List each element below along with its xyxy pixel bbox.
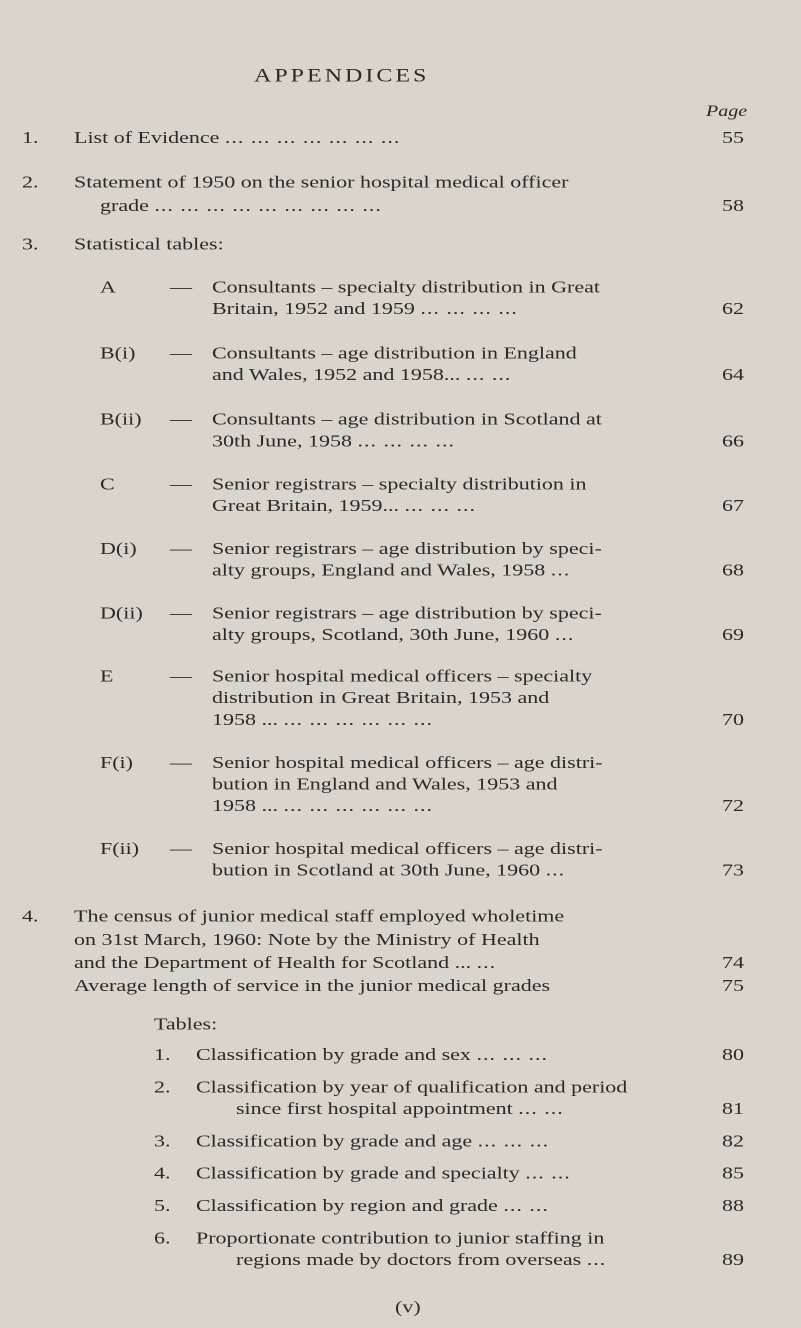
table-bii-code: B(ii) — [100, 409, 142, 429]
table-di-code: D(i) — [100, 538, 137, 558]
item-2-number: 2. — [22, 172, 39, 192]
table-dii-code: D(ii) — [100, 603, 143, 623]
table-a-page: 62 — [722, 298, 744, 318]
table-e-page: 70 — [722, 709, 744, 729]
subtable-line1: Classification by grade and age ... ... ... — [196, 1131, 550, 1151]
table-fi-code: F(i) — [100, 752, 133, 772]
item-3-number: 3. — [22, 233, 39, 254]
item-4-line4: Average length of service in the junior medical grades — [74, 975, 551, 995]
table-c-line2: Great Britain, 1959... ... ... ... — [212, 495, 476, 515]
item-4-page3: 74 — [722, 952, 744, 972]
table-bi-page: 64 — [722, 364, 744, 384]
table-a-line1: Consultants – specialty distribution in Great — [212, 276, 601, 297]
subtable-line2: regions made by doctors from overseas ... — [236, 1249, 607, 1269]
subtable-line2: since first hospital appointment ... ... — [236, 1098, 564, 1118]
table-fii-dash: — — [170, 838, 192, 858]
subtable-line1: Classification by grade and sex ... ... ... — [196, 1044, 548, 1065]
table-bii-line2: 30th June, 1958 ... ... ... ... — [212, 430, 455, 451]
table-e-line1: Senior hospital medical officers – specialty — [212, 666, 593, 686]
table-a-line2: Britain, 1952 and 1959 ... ... ... ... — [212, 298, 518, 318]
item-2-page: 58 — [722, 195, 744, 215]
page-footer: (v) — [395, 1297, 421, 1317]
subtable-line1: Classification by year of qualification and period — [196, 1077, 628, 1097]
table-di-dash: — — [170, 538, 192, 558]
table-dii-line2: alty groups, Scotland, 30th June, 1960 ... — [212, 624, 575, 644]
page-heading: APPENDICES — [254, 66, 430, 87]
subtable-page: 85 — [722, 1163, 744, 1183]
table-c-code: C — [100, 473, 115, 494]
subtable-number: 1. — [154, 1044, 171, 1065]
item-4-line3: and the Department of Health for Scotland ... ... — [74, 952, 497, 972]
item-1-page: 55 — [722, 127, 744, 147]
table-di-line1: Senior registrars – age distribution by speci- — [212, 538, 602, 558]
item-4-line1: The census of junior medical staff employed wholetime — [74, 906, 565, 926]
table-fi-dash: — — [170, 752, 192, 772]
item-1-text: List of Evidence ... ... ... ... ... ... ... — [74, 127, 401, 147]
subtable-number: 6. — [154, 1227, 171, 1248]
table-c-line1: Senior registrars – specialty distribution in — [212, 473, 587, 494]
subtable-page: 89 — [722, 1249, 744, 1269]
table-bi-line2: and Wales, 1952 and 1958... ... ... — [212, 364, 512, 384]
subtable-line1: Classification by region and grade ... ... — [196, 1195, 549, 1215]
table-dii-line1: Senior registrars – age distribution by speci- — [212, 603, 602, 623]
table-a-dash: — — [170, 276, 192, 297]
item-3-text: Statistical tables: — [74, 233, 224, 254]
table-dii-page: 69 — [722, 624, 744, 644]
table-bi-dash: — — [170, 343, 192, 363]
table-e-dash: — — [170, 666, 192, 686]
item-4-line2: on 31st March, 1960: Note by the Ministry of Health — [74, 929, 540, 949]
table-fii-code: F(ii) — [100, 838, 140, 858]
table-dii-dash: — — [170, 603, 192, 623]
table-fii-line1: Senior hospital medical officers – age distri- — [212, 838, 603, 858]
subtable-line1: Proportionate contribution to junior staffing in — [196, 1227, 605, 1248]
table-c-dash: — — [170, 473, 192, 494]
table-c-page: 67 — [722, 495, 744, 515]
table-fii-page: 73 — [722, 860, 744, 880]
subtable-page: 82 — [722, 1131, 744, 1151]
subtable-line1: Classification by grade and specialty ... ... — [196, 1163, 571, 1183]
table-e-line3: 1958 ... ... ... ... ... ... ... — [212, 709, 433, 729]
item-2-line1: Statement of 1950 on the senior hospital medical officer — [74, 172, 569, 192]
subtable-page: 81 — [722, 1098, 744, 1118]
item-4-number: 4. — [22, 906, 39, 926]
item-2-line2: grade ... ... ... ... ... ... ... ... ... — [100, 195, 382, 215]
table-di-line2: alty groups, England and Wales, 1958 ... — [212, 560, 571, 580]
subtable-page: 88 — [722, 1195, 744, 1215]
page-column-label: Page — [706, 103, 748, 121]
table-fi-page: 72 — [722, 795, 744, 815]
table-bi-line1: Consultants – age distribution in England — [212, 343, 577, 363]
table-e-code: E — [100, 666, 114, 686]
item-1-number: 1. — [22, 127, 39, 147]
tables-label: Tables: — [154, 1014, 218, 1034]
table-di-page: 68 — [722, 560, 744, 580]
table-bii-page: 66 — [722, 430, 744, 451]
subtable-page: 80 — [722, 1044, 744, 1065]
subtable-number: 2. — [154, 1077, 171, 1097]
item-4-page4: 75 — [722, 975, 744, 995]
subtable-number: 3. — [154, 1131, 171, 1151]
table-e-line2: distribution in Great Britain, 1953 and — [212, 687, 550, 708]
table-fii-line2: bution in Scotland at 30th June, 1960 ... — [212, 860, 566, 880]
table-bi-code: B(i) — [100, 343, 136, 363]
table-fi-line1: Senior hospital medical officers – age distri- — [212, 752, 603, 772]
table-a-code: A — [100, 276, 116, 297]
table-fi-line2: bution in England and Wales, 1953 and — [212, 774, 558, 794]
subtable-number: 4. — [154, 1163, 171, 1183]
table-bii-line1: Consultants – age distribution in Scotland at — [212, 409, 602, 429]
table-bii-dash: — — [170, 409, 192, 429]
table-fi-line3: 1958 ... ... ... ... ... ... ... — [212, 795, 433, 815]
subtable-number: 5. — [154, 1195, 171, 1215]
